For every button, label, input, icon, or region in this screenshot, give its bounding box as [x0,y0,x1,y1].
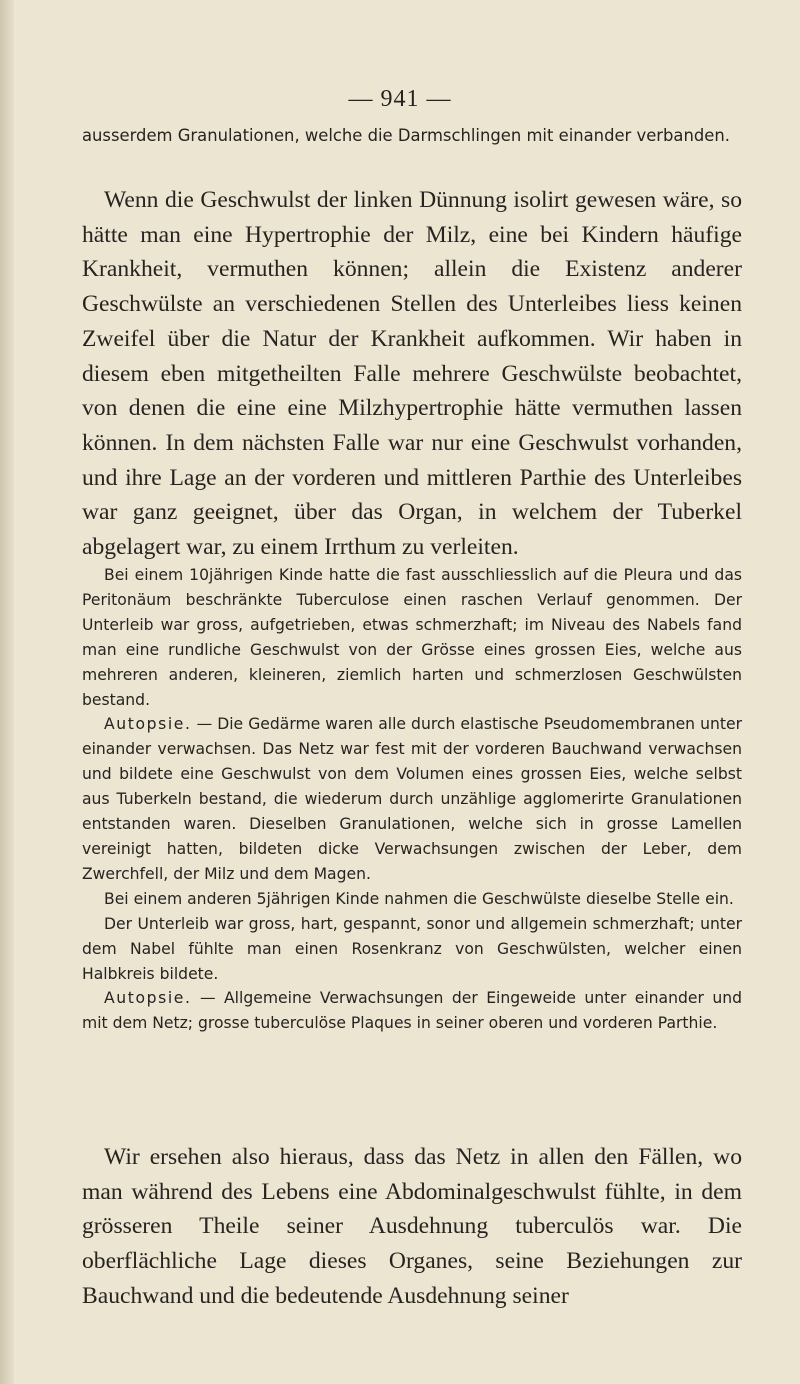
autopsy-1-text: — Die Gedärme waren alle durch elastische Pseudomembranen unter einander verwachsen. Das Netz war fest mit der vorderen Bauchwand verwachsen und bildete eine Geschwulst von dem Volumen eines grossen Eies, welche selbst aus Tuberkeln bestand, die wiederum durch unzählige agglomerirte Granulationen entstanden waren. Dieselben Granulationen, welche sich in grosse Lamellen vereinigt hatten, bildeten dicke Verwachsungen zwischen der Leber, dem Zwerchfell, der Milz und dem Magen. [82,715,742,883]
case-1-paragraph: Bei einem 10jährigen Kinde hatte die fast ausschliesslich auf die Pleura und das Peritonäum beschränkte Tuberculose einen raschen Verlauf genommen. Der Unterleib war gross, aufgetrieben, etwas schmerzhaft; im Niveau des Nabels fand man eine rundliche Geschwulst von der Grösse eines grossen Eies, welche aus mehreren anderen, kleineren, ziemlich harten und schmerzlosen Geschwülsten bestand. [82,566,742,709]
intro-block [82,124,742,148]
case-reports-block [82,563,742,1036]
intro-paragraph: ausserdem Granulationen, welche die Darmschlingen mit einander verbanden. [82,126,730,145]
autopsy-1-paragraph [82,712,742,886]
closing-paragraph-block [82,1140,742,1314]
autopsy-2-text: — Allgemeine Verwachsungen der Eingeweide unter einander und mit dem Netz; grosse tuberculöse Plaques in seiner oberen und vorderen Parthie. [82,989,742,1033]
paragraph-2: Wir ersehen also hieraus, dass das Netz in allen den Fällen, wo man während des Lebens eine Abdominalgeschwulst fühlte, in dem grösseren Theile seiner Ausdehnung tuberculös war. Die oberflächliche Lage dieses Organes, seine Beziehungen zur Bauchwand und die bedeutende Ausdehnung seiner [82,1144,742,1309]
autopsy-2-label: Autopsie. [104,989,192,1008]
paragraph-1: Wenn die Geschwulst der linken Dünnung isolirt gewesen wäre, so hätte man eine Hypertrophie der Milz, eine bei Kindern häufige Krankheit, vermuthen können; allein die Existenz anderer Geschwülste an verschiedenen Stellen des Unterleibes liess keinen Zweifel über die Natur der Krankheit aufkommen. Wir haben in diesem eben mitgetheilten Falle mehrere Geschwülste beobachtet, von denen die eine eine Milzhypertrophie hätte vermuthen lassen können. In dem nächsten Falle war nur eine Geschwulst vorhanden, und ihre Lage an der vorderen und mittleren Parthie des Unterleibes war ganz geeignet, über das Organ, in welchem der Tuberkel abgelagert war, zu einem Irrthum zu verleiten. [82,187,742,561]
main-paragraph-block [82,183,742,565]
autopsy-1-label: Autopsie. [104,715,192,734]
page-number: — 941 — [348,86,452,112]
case-2-paragraph: Bei einem anderen 5jährigen Kinde nahmen die Geschwülste dieselbe Stelle ein. [104,889,734,908]
case-2b-paragraph: Der Unterleib war gross, hart, gespannt, sonor und allgemein schmerzhaft; unter dem Nabel fühlte man einen Rosenkranz von Geschwülsten, welcher einen Halbkreis bildete. [82,914,742,983]
autopsy-2-paragraph [82,986,742,1036]
